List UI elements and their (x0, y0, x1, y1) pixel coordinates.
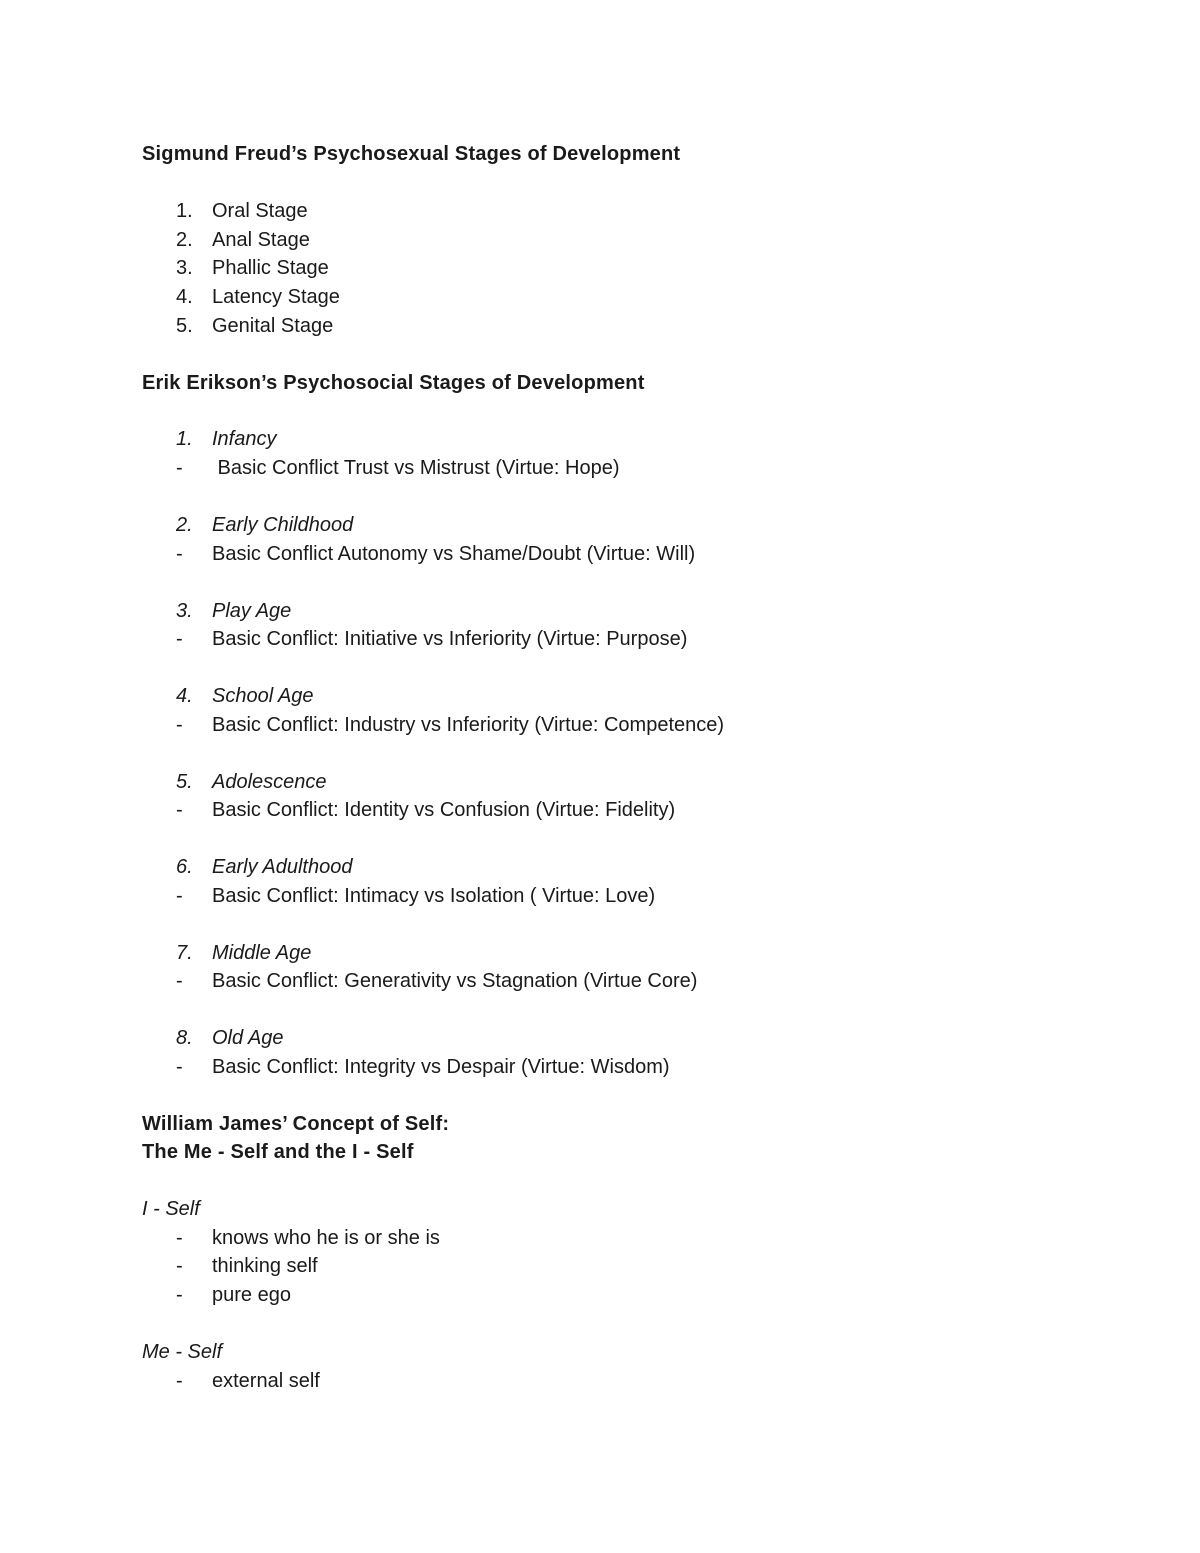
dash-bullet: - (176, 628, 183, 650)
freud-stage-label: Phallic Stage (212, 257, 329, 279)
erikson-heading: Erik Erikson’s Psychosocial Stages of Development (142, 372, 645, 394)
freud-stage-label: Anal Stage (212, 229, 310, 251)
dash-bullet: - (176, 799, 183, 821)
erikson-stage-name: Infancy (212, 428, 277, 450)
dash-bullet: - (176, 1255, 183, 1277)
erikson-stage-name: Adolescence (212, 771, 327, 793)
erikson-stage-name: Play Age (212, 600, 292, 622)
list-number: 3. (176, 600, 193, 622)
erikson-stage-name: School Age (212, 685, 314, 707)
list-number: 1. (176, 200, 193, 222)
erikson-stage-conflict: Basic Conflict: Initiative vs Inferiority (Virtue: Purpose) (212, 628, 688, 650)
list-number: 5. (176, 771, 193, 793)
erikson-stage-name: Early Adulthood (212, 856, 353, 878)
erikson-stage-conflict: Basic Conflict: Generativity vs Stagnation (Virtue Core) (212, 970, 698, 992)
dash-bullet: - (176, 1370, 183, 1392)
list-number: 4. (176, 286, 193, 308)
erikson-stage-conflict: Basic Conflict: Integrity vs Despair (Virtue: Wisdom) (212, 1056, 670, 1078)
list-number: 3. (176, 257, 193, 279)
erikson-stage-conflict: Basic Conflict: Identity vs Confusion (Virtue: Fidelity) (212, 799, 676, 821)
dash-bullet: - (176, 457, 183, 479)
i-self-item: pure ego (212, 1284, 291, 1306)
list-number: 2. (176, 514, 193, 536)
freud-stage-label: Oral Stage (212, 200, 308, 222)
i-self-title: I - Self (142, 1198, 200, 1220)
dash-bullet: - (176, 1227, 183, 1249)
list-number: 6. (176, 856, 193, 878)
list-number: 2. (176, 229, 193, 251)
james-heading: William James’ Concept of Self: (142, 1113, 450, 1135)
list-number: 1. (176, 428, 193, 450)
freud-stage-label: Latency Stage (212, 286, 340, 308)
freud-heading: Sigmund Freud’s Psychosexual Stages of Development (142, 143, 681, 165)
james-subheading: The Me - Self and the I - Self (142, 1141, 414, 1163)
erikson-stage-name: Middle Age (212, 942, 312, 964)
dash-bullet: - (176, 714, 183, 736)
erikson-stage-conflict: Basic Conflict: Industry vs Inferiority (Virtue: Competence) (212, 714, 725, 736)
list-number: 7. (176, 942, 193, 964)
erikson-stage-conflict: Basic Conflict Trust vs Mistrust (Virtue: Hope) (212, 457, 620, 479)
freud-stage-label: Genital Stage (212, 315, 334, 337)
me-self-item: external self (212, 1370, 320, 1392)
erikson-stage-name: Early Childhood (212, 514, 354, 536)
erikson-stage-conflict: Basic Conflict Autonomy vs Shame/Doubt (Virtue: Will) (212, 543, 696, 565)
list-number: 5. (176, 315, 193, 337)
erikson-stage-name: Old Age (212, 1027, 284, 1049)
list-number: 8. (176, 1027, 193, 1049)
dash-bullet: - (176, 1056, 183, 1078)
dash-bullet: - (176, 543, 183, 565)
i-self-item: knows who he is or she is (212, 1227, 440, 1249)
me-self-title: Me - Self (142, 1341, 223, 1363)
dash-bullet: - (176, 1284, 183, 1306)
dash-bullet: - (176, 885, 183, 907)
list-number: 4. (176, 685, 193, 707)
dash-bullet: - (176, 970, 183, 992)
erikson-stage-conflict: Basic Conflict: Intimacy vs Isolation ( Virtue: Love) (212, 885, 656, 907)
i-self-item: thinking self (212, 1255, 318, 1277)
